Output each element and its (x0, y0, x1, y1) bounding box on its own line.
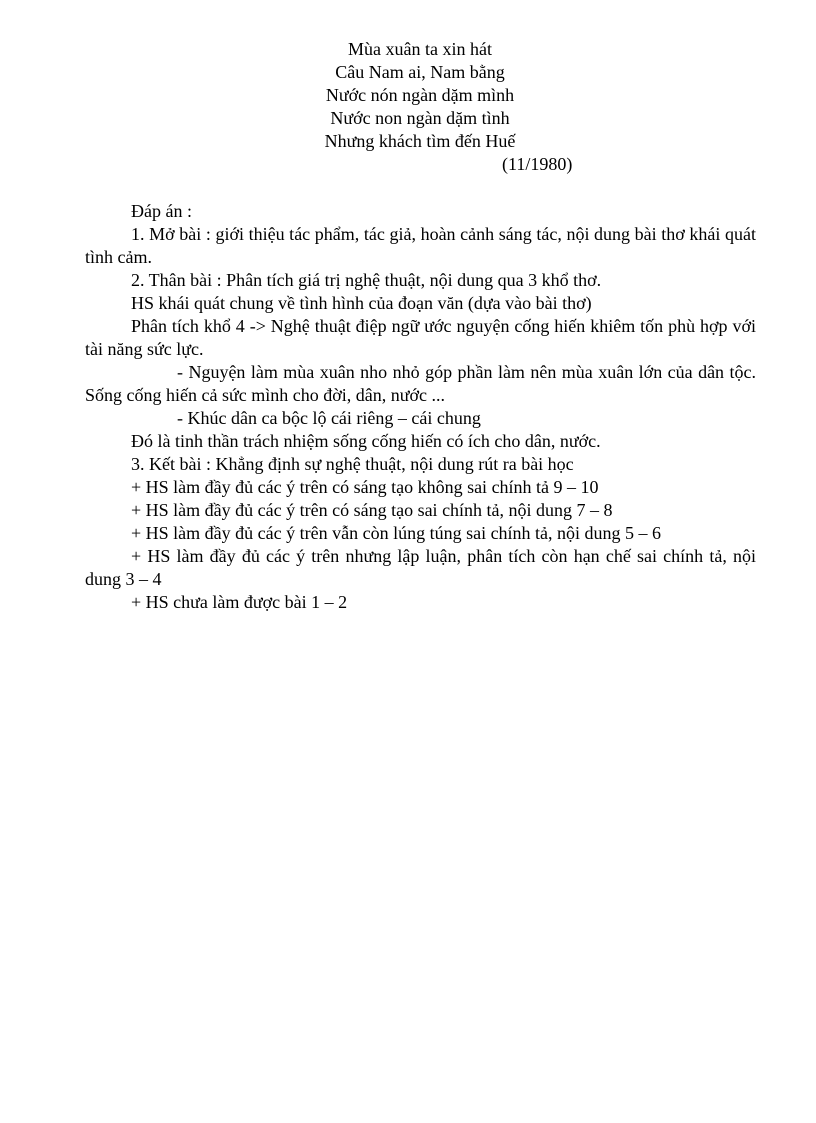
answer-paragraph: 1. Mở bài : giới thiệu tác phẩm, tác giả, hoàn cảnh sáng tác, nội dung bài thơ khái quát tình cảm. (85, 224, 756, 267)
answer-paragraph: 2. Thân bài : Phân tích giá trị nghệ thuật, nội dung qua 3 khổ thơ. (131, 270, 602, 290)
answer-section (85, 200, 756, 614)
answer-heading: Đáp án : (131, 201, 192, 221)
answer-paragraph: Phân tích khổ 4 -> Nghệ thuật điệp ngữ ước nguyện cống hiến khiêm tốn phù hợp với tài năng sức lực. (85, 316, 756, 359)
answer-paragraph: HS khái quát chung về tình hình của đoạn văn (dựa vào bài thơ) (131, 293, 592, 313)
answer-paragraph: Đó là tinh thần trách nhiệm sống cống hiến có ích cho dân, nước. (131, 431, 601, 451)
poem-line: Câu Nam ai, Nam bằng (335, 62, 505, 82)
answer-paragraph: - Nguyện làm mùa xuân nho nhỏ góp phần làm nên mùa xuân lớn của dân tộc. Sống cống hiến cả sức mình cho đời, dân, nước ... (85, 362, 756, 405)
poem-line: Nước nón ngàn dặm mình (325, 85, 515, 105)
answer-paragraph: 3. Kết bài : Khẳng định sự nghệ thuật, nội dung rút ra bài học (131, 454, 574, 474)
poem-line: Nước non ngàn dặm tình (330, 108, 510, 128)
answer-paragraph: - Khúc dân ca bộc lộ cái riêng – cái chung (177, 408, 481, 428)
grading-criterion: + HS chưa làm được bài 1 – 2 (131, 592, 348, 612)
poem-line: Nhưng khách tìm đến Huế (324, 131, 516, 151)
poem-line: Mùa xuân ta xin hát (348, 39, 492, 59)
grading-criterion: + HS làm đầy đủ các ý trên nhưng lập luận, phân tích còn hạn chế sai chính tả, nội dung 3 – 4 (85, 546, 756, 589)
poem-excerpt (0, 38, 816, 174)
grading-criterion: + HS làm đầy đủ các ý trên có sáng tạo không sai chính tả 9 – 10 (131, 477, 599, 497)
poem-date: (11/1980) (502, 154, 573, 174)
grading-criterion: + HS làm đầy đủ các ý trên có sáng tạo sai chính tả, nội dung 7 – 8 (131, 500, 613, 520)
grading-criterion: + HS làm đầy đủ các ý trên vẫn còn lúng túng sai chính tả, nội dung 5 – 6 (131, 523, 662, 543)
